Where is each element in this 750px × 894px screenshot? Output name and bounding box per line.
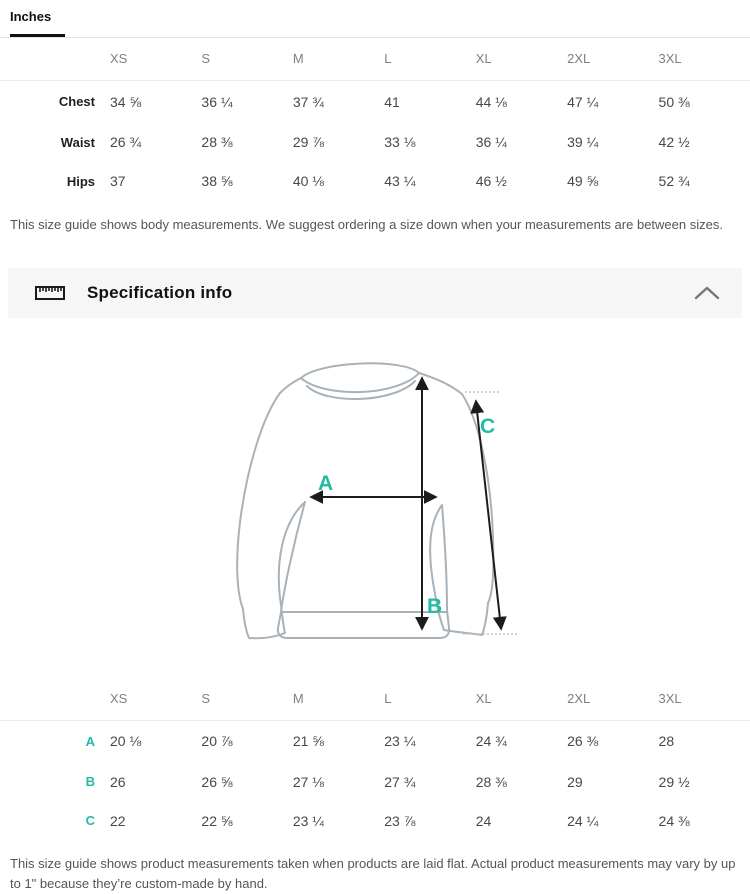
column-header-m: M — [293, 38, 384, 81]
table-row-a — [0, 720, 750, 762]
measurement-cell: 36 ¼ — [475, 134, 507, 150]
column-header-l: L — [384, 38, 475, 81]
table-row-c — [0, 801, 750, 840]
row-label-hips: Hips — [66, 173, 95, 189]
specification-info-title: Specification info — [87, 282, 233, 302]
diagram-label-B: B — [427, 594, 443, 618]
measurement-cell: 29 — [567, 773, 583, 790]
ruler-icon — [35, 285, 65, 301]
measurement-cell: 23 ¼ — [292, 812, 324, 829]
label-column-spacer — [0, 38, 110, 81]
units-tab-bar — [0, 0, 750, 38]
measurement-cell: 26 — [110, 773, 126, 790]
measurement-cell: 40 ⅛ — [292, 173, 324, 189]
row-label-a: A — [85, 733, 95, 749]
size-header-row — [0, 678, 750, 721]
measurement-cell: 20 ⅞ — [201, 733, 233, 750]
column-header-2xl: 2XL — [567, 678, 658, 721]
row-label-waist: Waist — [60, 134, 95, 150]
chevron-up-icon[interactable] — [692, 284, 722, 302]
measurement-cell: 22 ⅝ — [201, 812, 233, 829]
measurement-cell: 36 ¼ — [201, 93, 233, 110]
measurement-cell: 43 ¼ — [384, 173, 416, 189]
measurement-cell: 26 ¾ — [110, 134, 142, 150]
measurement-cell: 24 — [475, 812, 492, 829]
measurement-cell: 22 — [110, 812, 126, 829]
column-header-xl: XL — [476, 678, 567, 721]
column-header-2xl: 2XL — [567, 38, 658, 81]
table-row-waist — [0, 123, 750, 162]
measurement-cell: 42 ½ — [658, 134, 690, 150]
measurement-cell: 46 ½ — [475, 173, 507, 189]
table-row-chest — [0, 81, 750, 123]
tab-inches[interactable]: Inches — [10, 7, 65, 37]
column-header-xl: XL — [476, 38, 567, 81]
measurement-cell: 28 ⅜ — [201, 134, 233, 150]
specification-info-header[interactable] — [8, 268, 742, 318]
measurement-cell: 50 ⅜ — [658, 93, 690, 110]
measurement-cell: 27 ¾ — [384, 773, 416, 790]
measurement-cell: 27 ⅛ — [292, 773, 324, 790]
measurement-cell: 44 ⅛ — [475, 93, 507, 110]
measurement-cell: 39 ¼ — [567, 134, 599, 150]
size-header-row — [0, 38, 750, 81]
table-row-hips — [0, 162, 750, 201]
column-header-s: S — [201, 38, 292, 81]
measurement-cell: 29 ⅞ — [292, 134, 324, 150]
measurement-cell: 24 ⅜ — [658, 812, 690, 829]
column-header-3xl: 3XL — [659, 38, 750, 81]
measurement-cell: 26 ⅝ — [201, 773, 233, 790]
product-measurements-table — [0, 678, 750, 841]
label-column-spacer — [0, 678, 110, 721]
measurement-diagram — [0, 342, 750, 666]
measurement-cell: 29 ½ — [658, 773, 690, 790]
body-measurements-table — [0, 38, 750, 201]
row-label-c: C — [85, 813, 95, 828]
measurement-cell: 49 ⅝ — [567, 173, 599, 189]
measurement-cell: 26 ⅜ — [567, 733, 599, 750]
measurement-cell: 33 ⅛ — [384, 134, 416, 150]
column-header-s: S — [201, 678, 292, 721]
column-header-3xl: 3XL — [659, 678, 750, 721]
measurement-cell: 52 ¾ — [658, 173, 690, 189]
row-label-b: B — [85, 774, 95, 789]
measurement-cell: 28 ⅜ — [475, 773, 507, 790]
measurement-cell: 23 ⅞ — [384, 812, 416, 829]
measurement-cell: 24 ¼ — [567, 812, 599, 829]
measurement-cell: 20 ⅛ — [110, 733, 142, 750]
diagram-label-C: C — [480, 414, 496, 438]
measurement-cell: 38 ⅝ — [201, 173, 233, 189]
measurement-cell: 47 ¼ — [567, 93, 599, 110]
column-header-xs: XS — [110, 678, 201, 721]
row-label-chest: Chest — [58, 94, 95, 110]
column-header-l: L — [384, 678, 475, 721]
measurement-cell: 28 — [658, 733, 675, 750]
measurement-cell: 41 — [384, 93, 400, 110]
column-header-xs: XS — [110, 38, 201, 81]
table-row-b — [0, 762, 750, 801]
body-measurements-note: This size guide shows body measurements. We suggest ordering a size down when your measurements are between sizes. — [10, 216, 723, 232]
measurement-cell: 34 ⅝ — [110, 93, 142, 110]
product-measurements-note: This size guide shows product measurements taken when products are laid flat. Actual product measurements may vary by up to 1" because they’re custom-made by hand. — [10, 856, 736, 891]
measurement-cell: 21 ⅝ — [292, 733, 324, 750]
measurement-cell: 23 ¼ — [384, 733, 416, 750]
diagram-label-A: A — [318, 471, 334, 495]
sweatshirt-illustration — [225, 342, 525, 662]
measurement-cell: 37 ¾ — [292, 93, 324, 110]
column-header-m: M — [293, 678, 384, 721]
measurement-cell: 24 ¾ — [475, 733, 507, 750]
measurement-cell: 37 — [110, 173, 126, 189]
